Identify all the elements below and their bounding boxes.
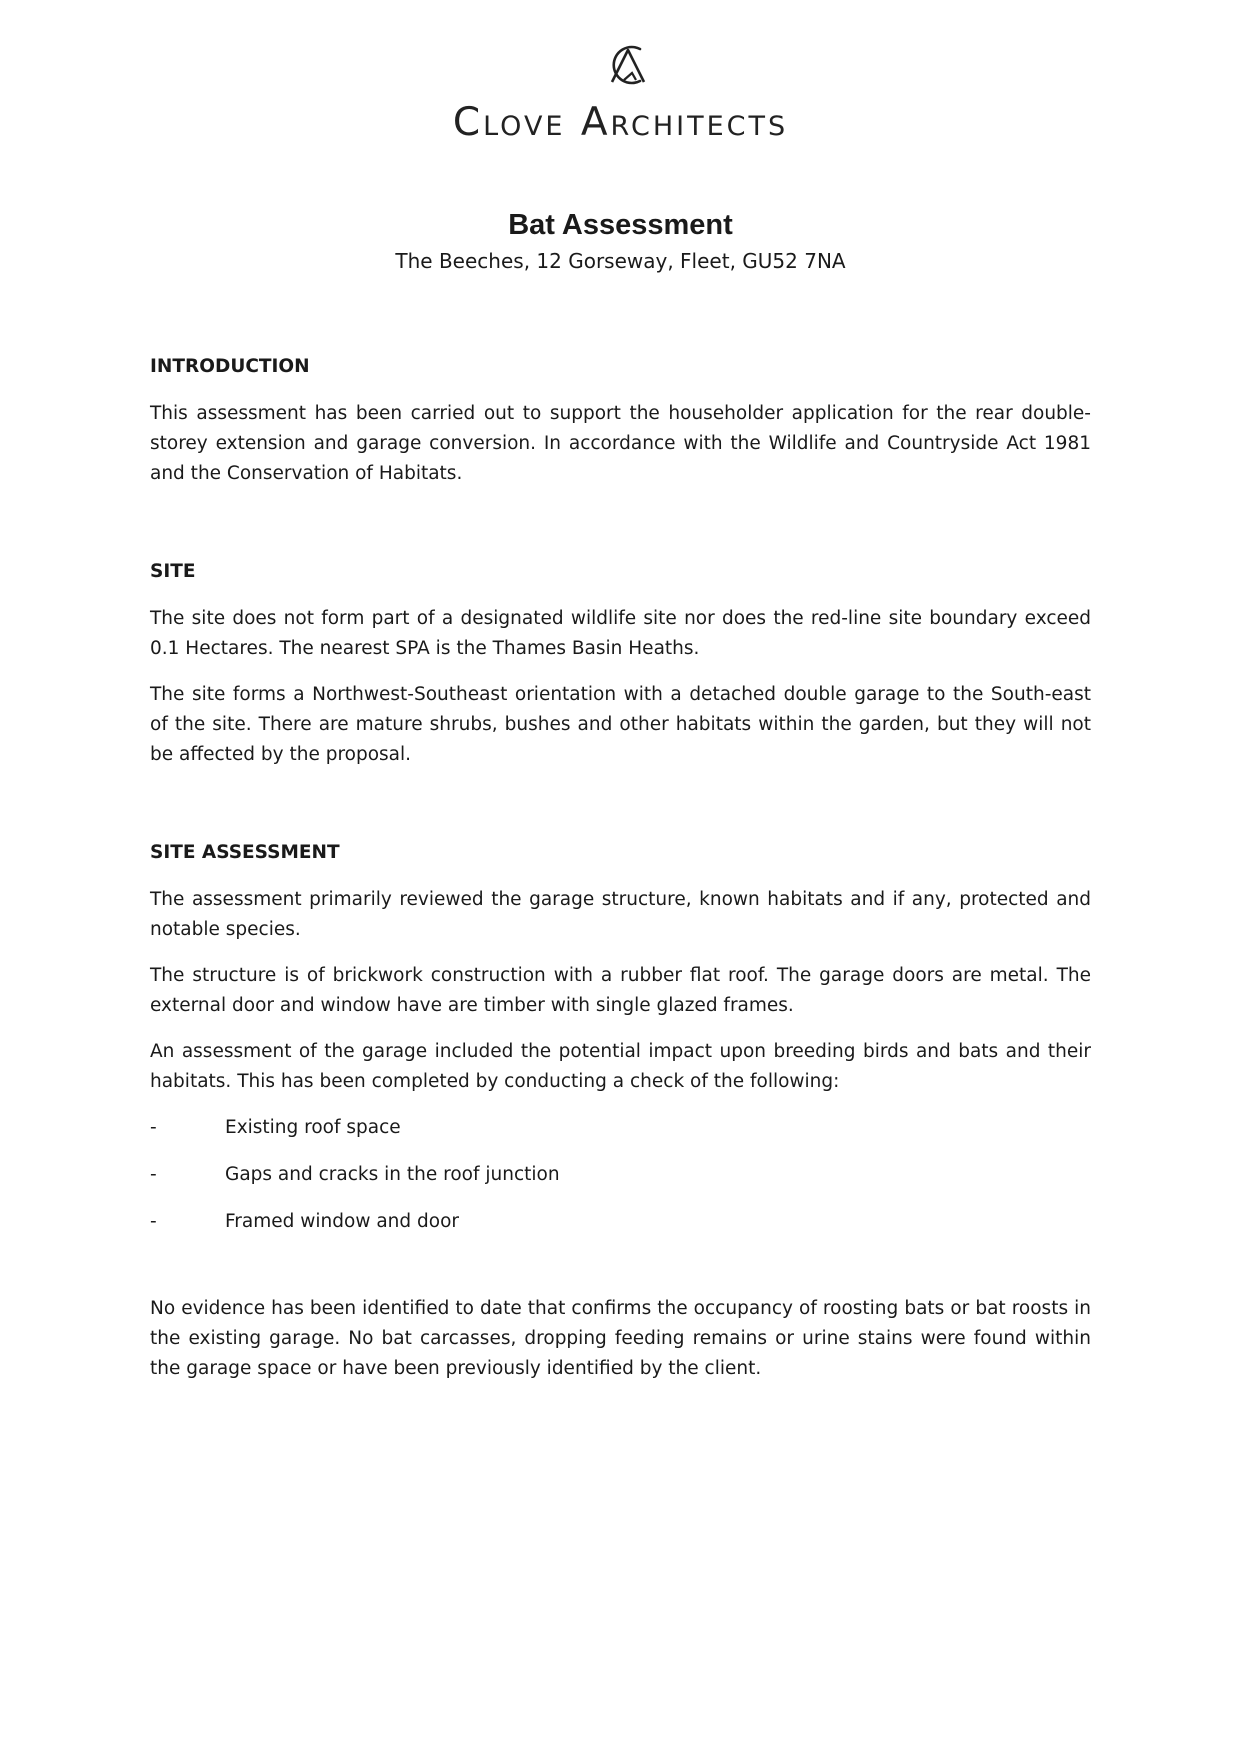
site-assessment-heading: SITE ASSESSMENT [150, 842, 340, 863]
introduction-paragraph: This assessment has been carried out to support the householder application for the rear double-storey extension and garage conversion. In accordance with the Wildlife and Countryside Act 1981 and the Conservation of Habitats. [150, 403, 1091, 484]
document-title: Bat Assessment [508, 209, 733, 241]
list-item-text: Gaps and cracks in the roof junction [225, 1164, 560, 1185]
company-name: Clove Architects [452, 100, 789, 145]
document-body [150, 352, 1091, 1400]
site-paragraph: The site does not form part of a designated wildlife site nor does the red-line site boundary exceed 0.1 Hectares. The nearest SPA is the Thames Basin Heaths. [150, 608, 1091, 659]
site-assessment-paragraph: The assessment primarily reviewed the garage structure, known habitats and if any, protected and notable species. [150, 889, 1091, 940]
site-assessment-section [150, 838, 1091, 1384]
site-heading: SITE [150, 561, 196, 582]
clove-architects-logo-icon [604, 40, 652, 90]
bullet-marker: - [150, 1211, 157, 1232]
list-item-text: Framed window and door [225, 1211, 460, 1232]
site-section [150, 557, 1091, 770]
spacer [150, 1254, 1091, 1294]
introduction-section [150, 352, 1091, 489]
bullet-marker: - [150, 1164, 157, 1185]
assessment-checklist [150, 1113, 1091, 1237]
list-item-text: Existing roof space [225, 1117, 401, 1138]
site-paragraph: The site forms a Northwest-Southeast orientation with a detached double garage to the South-east of the site. There are mature shrubs, bushes and other habitats within the garden, but they will not be affected by the proposal. [150, 684, 1091, 765]
site-assessment-paragraph: An assessment of the garage included the potential impact upon breeding birds and bats and their habitats. This has been completed by conducting a check of the following: [150, 1041, 1091, 1092]
introduction-heading: INTRODUCTION [150, 356, 310, 377]
site-assessment-paragraph: The structure is of brickwork construction with a rubber flat roof. The garage doors are metal. The external door and window have are timber with single glazed frames. [150, 965, 1091, 1016]
bullet-marker: - [150, 1117, 157, 1138]
list-item [150, 1160, 1091, 1190]
list-item [150, 1113, 1091, 1143]
conclusion-paragraph: No evidence has been identified to date that confirms the occupancy of roosting bats or bat roosts in the existing garage. No bat carcasses, dropping feeding remains or urine stains were found within the garage space or have been previously identified by the client. [150, 1298, 1091, 1379]
document-subtitle-address: The Beeches, 12 Gorseway, Fleet, GU52 7NA [395, 249, 846, 273]
list-item [150, 1207, 1091, 1237]
